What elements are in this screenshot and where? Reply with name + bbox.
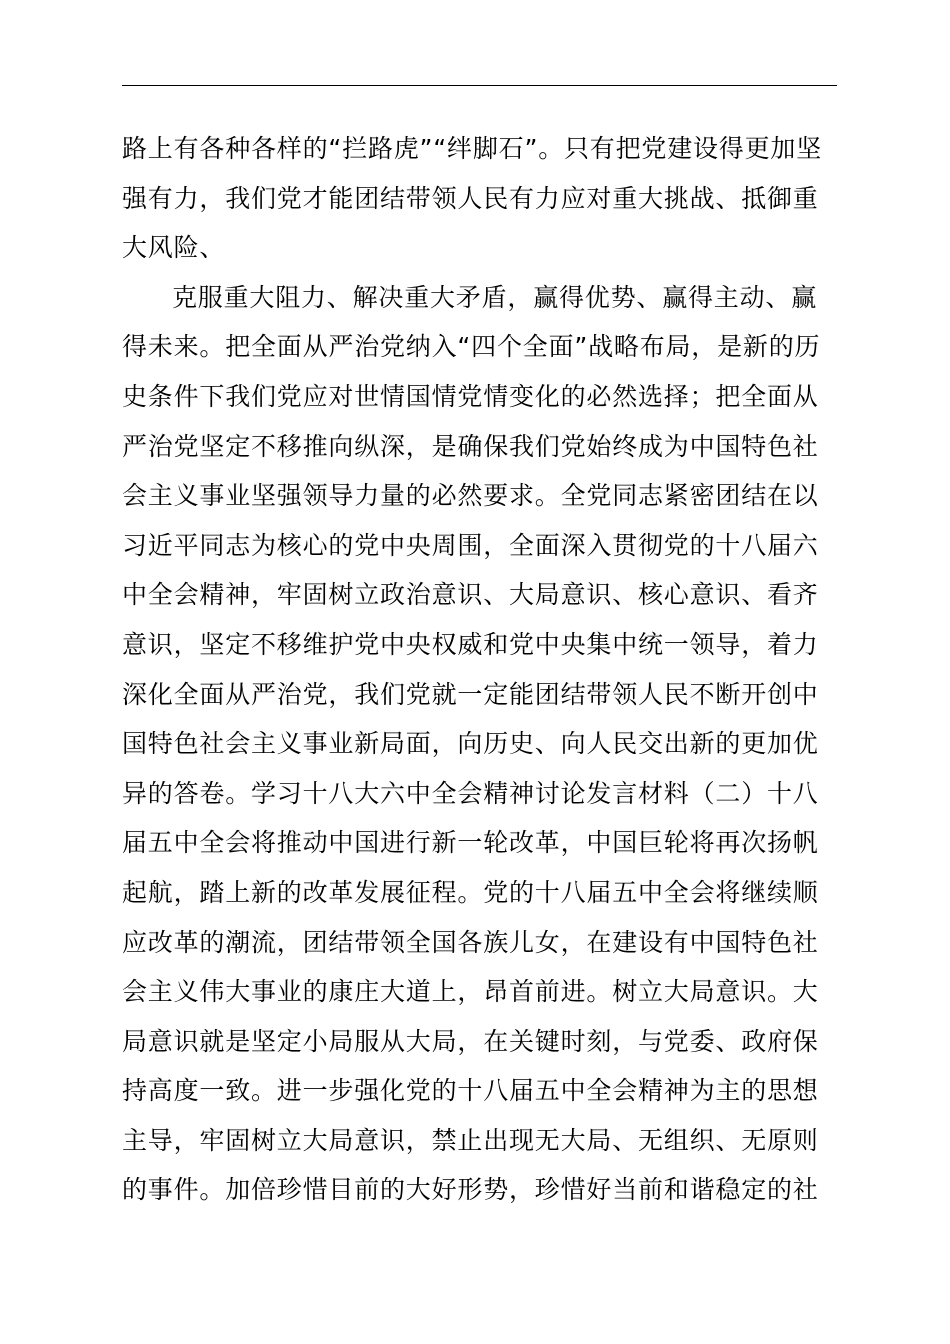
text-line: 大风险、	[122, 233, 226, 263]
text-line: 持高度一致。进一步强化党的十八届五中全会精神为主的思想	[122, 1076, 819, 1106]
text-line: 深化全面从严治党，我们党就一定能团结带领人民不断开创中	[122, 679, 819, 709]
text-line: 会主义伟大事业的康庄大道上，昂首前进。树立大局意识。大	[122, 977, 819, 1007]
text-line: 的事件。加倍珍惜目前的大好形势，珍惜好当前和谐稳定的社	[122, 1175, 819, 1205]
text-line: 会主义事业坚强领导力量的必然要求。全党同志紧密团结在以	[122, 481, 819, 511]
text-line: 主导，牢固树立大局意识，禁止出现无大局、无组织、无原则	[122, 1125, 819, 1155]
text-line: 应改革的潮流，团结带领全国各族儿女，在建设有中国特色社	[122, 927, 819, 957]
text-line: 意识，坚定不移维护党中央权威和党中央集中统一领导，着力	[122, 629, 819, 659]
header-rule	[122, 85, 837, 86]
text-line: 强有力，我们党才能团结带领人民有力应对重大挑战、抵御重	[122, 183, 819, 213]
text-line: 路上有各种各样的“拦路虎”“绊脚石”。只有把党建设得更加坚	[122, 134, 823, 163]
text-line: 国特色社会主义事业新局面，向历史、向人民交出新的更加优	[122, 729, 819, 759]
text-line: 习近平同志为核心的党中央周围，全面深入贯彻党的十八届六	[122, 530, 819, 560]
text-line: 史条件下我们党应对世情国情党情变化的必然选择；把全面从	[122, 381, 819, 411]
paragraph-start-line: 克服重大阻力、解决重大矛盾，赢得优势、赢得主动、赢	[172, 282, 818, 312]
text-line: 严治党坚定不移推向纵深，是确保我们党始终成为中国特色社	[122, 431, 819, 461]
text-line: 起航，踏上新的改革发展征程。党的十八届五中全会将继续顺	[122, 877, 819, 907]
body-text	[122, 124, 842, 1215]
text-line: 局意识就是坚定小局服从大局，在关键时刻，与党委、政府保	[122, 1026, 819, 1056]
text-line: 得未来。把全面从严治党纳入“四个全面”战略布局，是新的历	[122, 332, 821, 362]
text-line: 异的答卷。学习十八大六中全会精神讨论发言材料（二）十八	[122, 778, 819, 808]
text-line: 届五中全会将推动中国进行新一轮改革，中国巨轮将再次扬帆	[122, 828, 819, 858]
text-line: 中全会精神，牢固树立政治意识、大局意识、核心意识、看齐	[122, 580, 819, 610]
